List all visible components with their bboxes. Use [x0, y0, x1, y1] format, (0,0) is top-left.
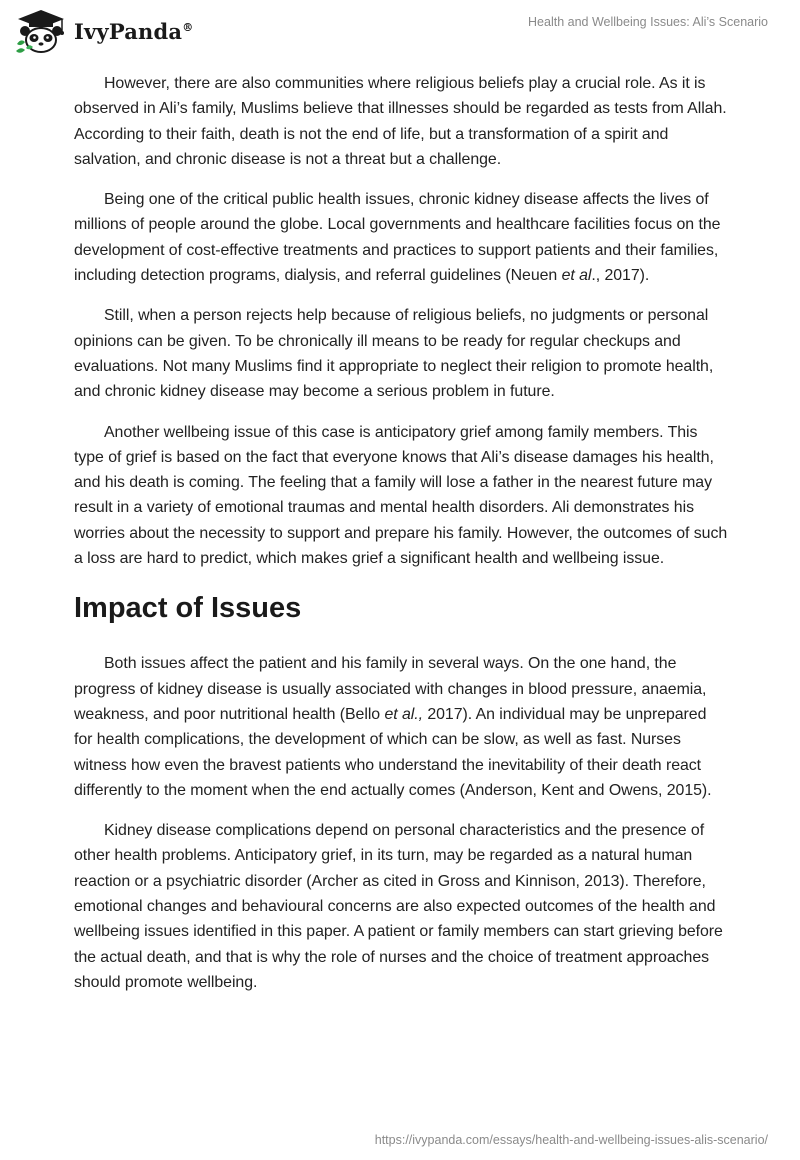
source-url[interactable]: https://ivypanda.com/essays/health-and-wellbeing-issues-alis-scenario/ — [374, 1133, 768, 1147]
paragraph-public-health: Being one of the critical public health issues, chronic kidney disease affects the lives of millions of people around the globe. Local governments and healthcare facilities focus on the development of cost-effective treatments and practices to support patients and their families, including detection programs, dialysis, and referral guidelines (Neuen et al., 2017). — [74, 191, 721, 285]
section-heading: Impact of Issues — [74, 592, 302, 625]
panda-graduation-cap-icon — [14, 8, 68, 54]
brand-name: IvyPanda® — [74, 18, 194, 44]
page-header — [0, 0, 800, 64]
paragraph-rejecting-help: Still, when a person rejects help because of religious beliefs, no judgments or personal opinions can be given. To be chronically ill means to be ready for regular checkups and evaluations. Not many Muslims find it appropriate to neglect their religion to promote health, and chronic kidney disease may become a serious problem in future. — [74, 307, 714, 401]
paragraph-religious-beliefs: However, there are also communities where religious beliefs play a crucial role. As it is observed in Ali’s family, Muslims believe that illnesses should be regarded as tests from Allah. According to their faith, death is not the end of life, but a transformation of a spirit and salvation, and chronic disease is not a threat but a challenge. — [74, 75, 727, 168]
paragraph-complications: Kidney disease complications depend on personal characteristics and the presence of other health problems. Anticipatory grief, in its turn, may be regarded as a natural human reaction or a psychiatric disorder (Archer as cited in Gross and Kinnison, 2013). Therefore, emotional changes and behavioural concerns are also expected outcomes of the health and wellbeing issues identified in this paper. A patient or family members can start grieving before the actual death, and that is why the role of nurses and the choice of treatment approaches should promote wellbeing. — [74, 822, 723, 991]
paragraph-impact: Both issues affect the patient and his family in several ways. On the one hand, the progress of kidney disease is usually associated with changes in blood pressure, anaemia, weakness, and poor nutritional health (Bello et al., 2017). An individual may be unprepared for health complications, the development of which can be slow, as well as fast. Nurses witness how even the bravest patients who understand the inevitability of their death react differently to the moment when the end actually comes (Anderson, Kent and Owens, 2015). — [74, 655, 712, 799]
document-title: Health and Wellbeing Issues: Ali’s Scenario — [528, 15, 768, 29]
article-body — [74, 71, 728, 1010]
paragraph-anticipatory-grief: Another wellbeing issue of this case is anticipatory grief among family members. This type of grief is based on the fact that everyone knows that Ali’s disease damages his health, and his death is coming. The feeling that a family will lose a father in the nearest future may result in a variety of emotional traumas and mental health disorders. Ali demonstrates his worries about the necessity to support and prepare his family. However, the outcomes of such a loss are hard to predict, which makes grief a significant health and wellbeing issue. — [74, 423, 728, 568]
ivypanda-logo[interactable] — [14, 8, 193, 54]
